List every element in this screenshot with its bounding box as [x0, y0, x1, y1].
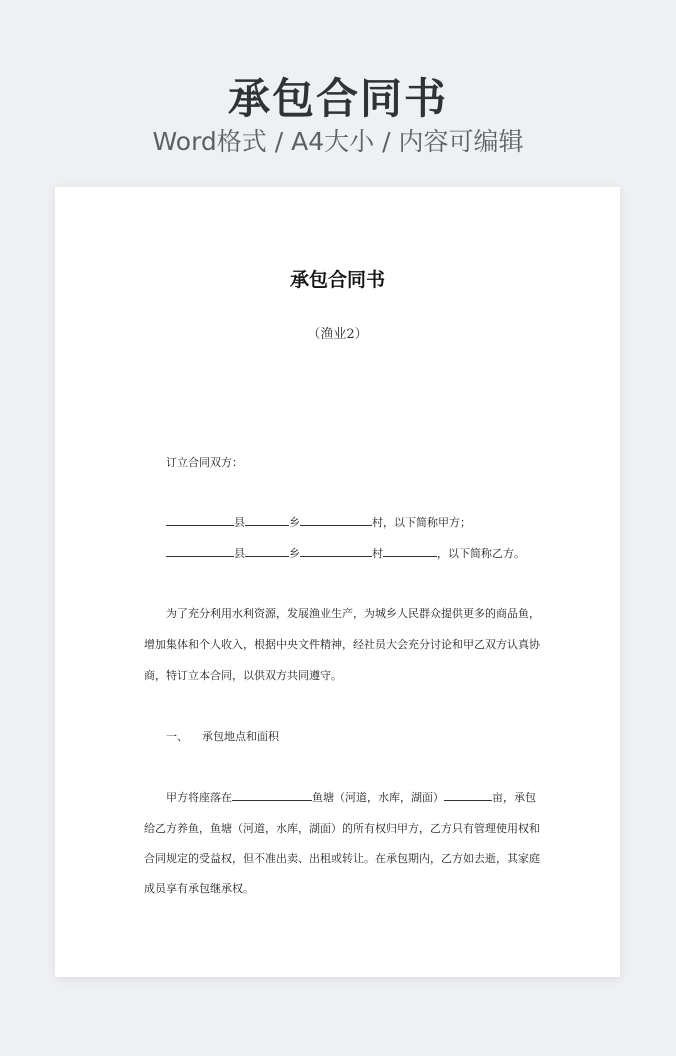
village-suffix: 村，以下简称甲方； [372, 516, 471, 529]
county-label: 县 [234, 547, 245, 560]
banner-subtitle: Word格式 / A4大小 / 内容可编辑 [152, 127, 524, 156]
county-label: 县 [234, 516, 245, 529]
party-b-line [166, 545, 525, 561]
section-1-line-3: 合同规定的受益权，但不准出卖、出租或转让。在承包期内，乙方如去逝，其家庭 [144, 852, 540, 865]
blank-field[interactable] [166, 545, 234, 557]
section-1-line-4: 成员享有承包继承权。 [144, 882, 254, 895]
body-text: 甲方将座落在 [166, 791, 232, 804]
blank-field[interactable] [166, 514, 234, 526]
body-text: 亩，承包 [492, 791, 536, 804]
section-1-line-2: 给乙方养鱼，鱼塘（河道，水库，湖面）的所有权归甲方，乙方只有管理使用权和 [144, 822, 540, 835]
blank-field[interactable] [444, 789, 492, 801]
body-text: 鱼塘（河道，水库，湖面） [312, 791, 444, 804]
blank-field[interactable] [245, 514, 289, 526]
section-1-heading [166, 728, 279, 744]
banner-title: 承包合同书 [227, 74, 448, 123]
township-label: 乡 [289, 547, 300, 560]
section-1-line-1 [166, 789, 536, 805]
township-label: 乡 [289, 516, 300, 529]
intro-line-3: 商，特订立本合同，以供双方共同遵守。 [144, 669, 342, 682]
document-page [55, 187, 620, 977]
document-title: 承包合同书 [289, 269, 385, 291]
intro-line-2: 增加集体和个人收入，根据中央文件精神，经社员大会充分讨论和甲乙双方认真协 [144, 638, 540, 651]
section-number: 一、 [166, 730, 188, 743]
village-label: 村 [372, 547, 383, 560]
document-subtitle: （渔业2） [307, 327, 368, 342]
blank-field[interactable] [232, 789, 312, 801]
blank-field[interactable] [245, 545, 289, 557]
party-b-suffix: ，以下简称乙方。 [437, 547, 525, 560]
blank-field[interactable] [383, 545, 437, 557]
blank-field[interactable] [300, 545, 372, 557]
parties-label: 订立合同双方： [166, 456, 243, 469]
section-heading: 承包地点和面积 [202, 730, 279, 743]
party-a-line [166, 514, 471, 530]
intro-line-1: 为了充分利用水利资源，发展渔业生产，为城乡人民群众提供更多的商品鱼， [166, 607, 540, 620]
blank-field[interactable] [300, 514, 372, 526]
